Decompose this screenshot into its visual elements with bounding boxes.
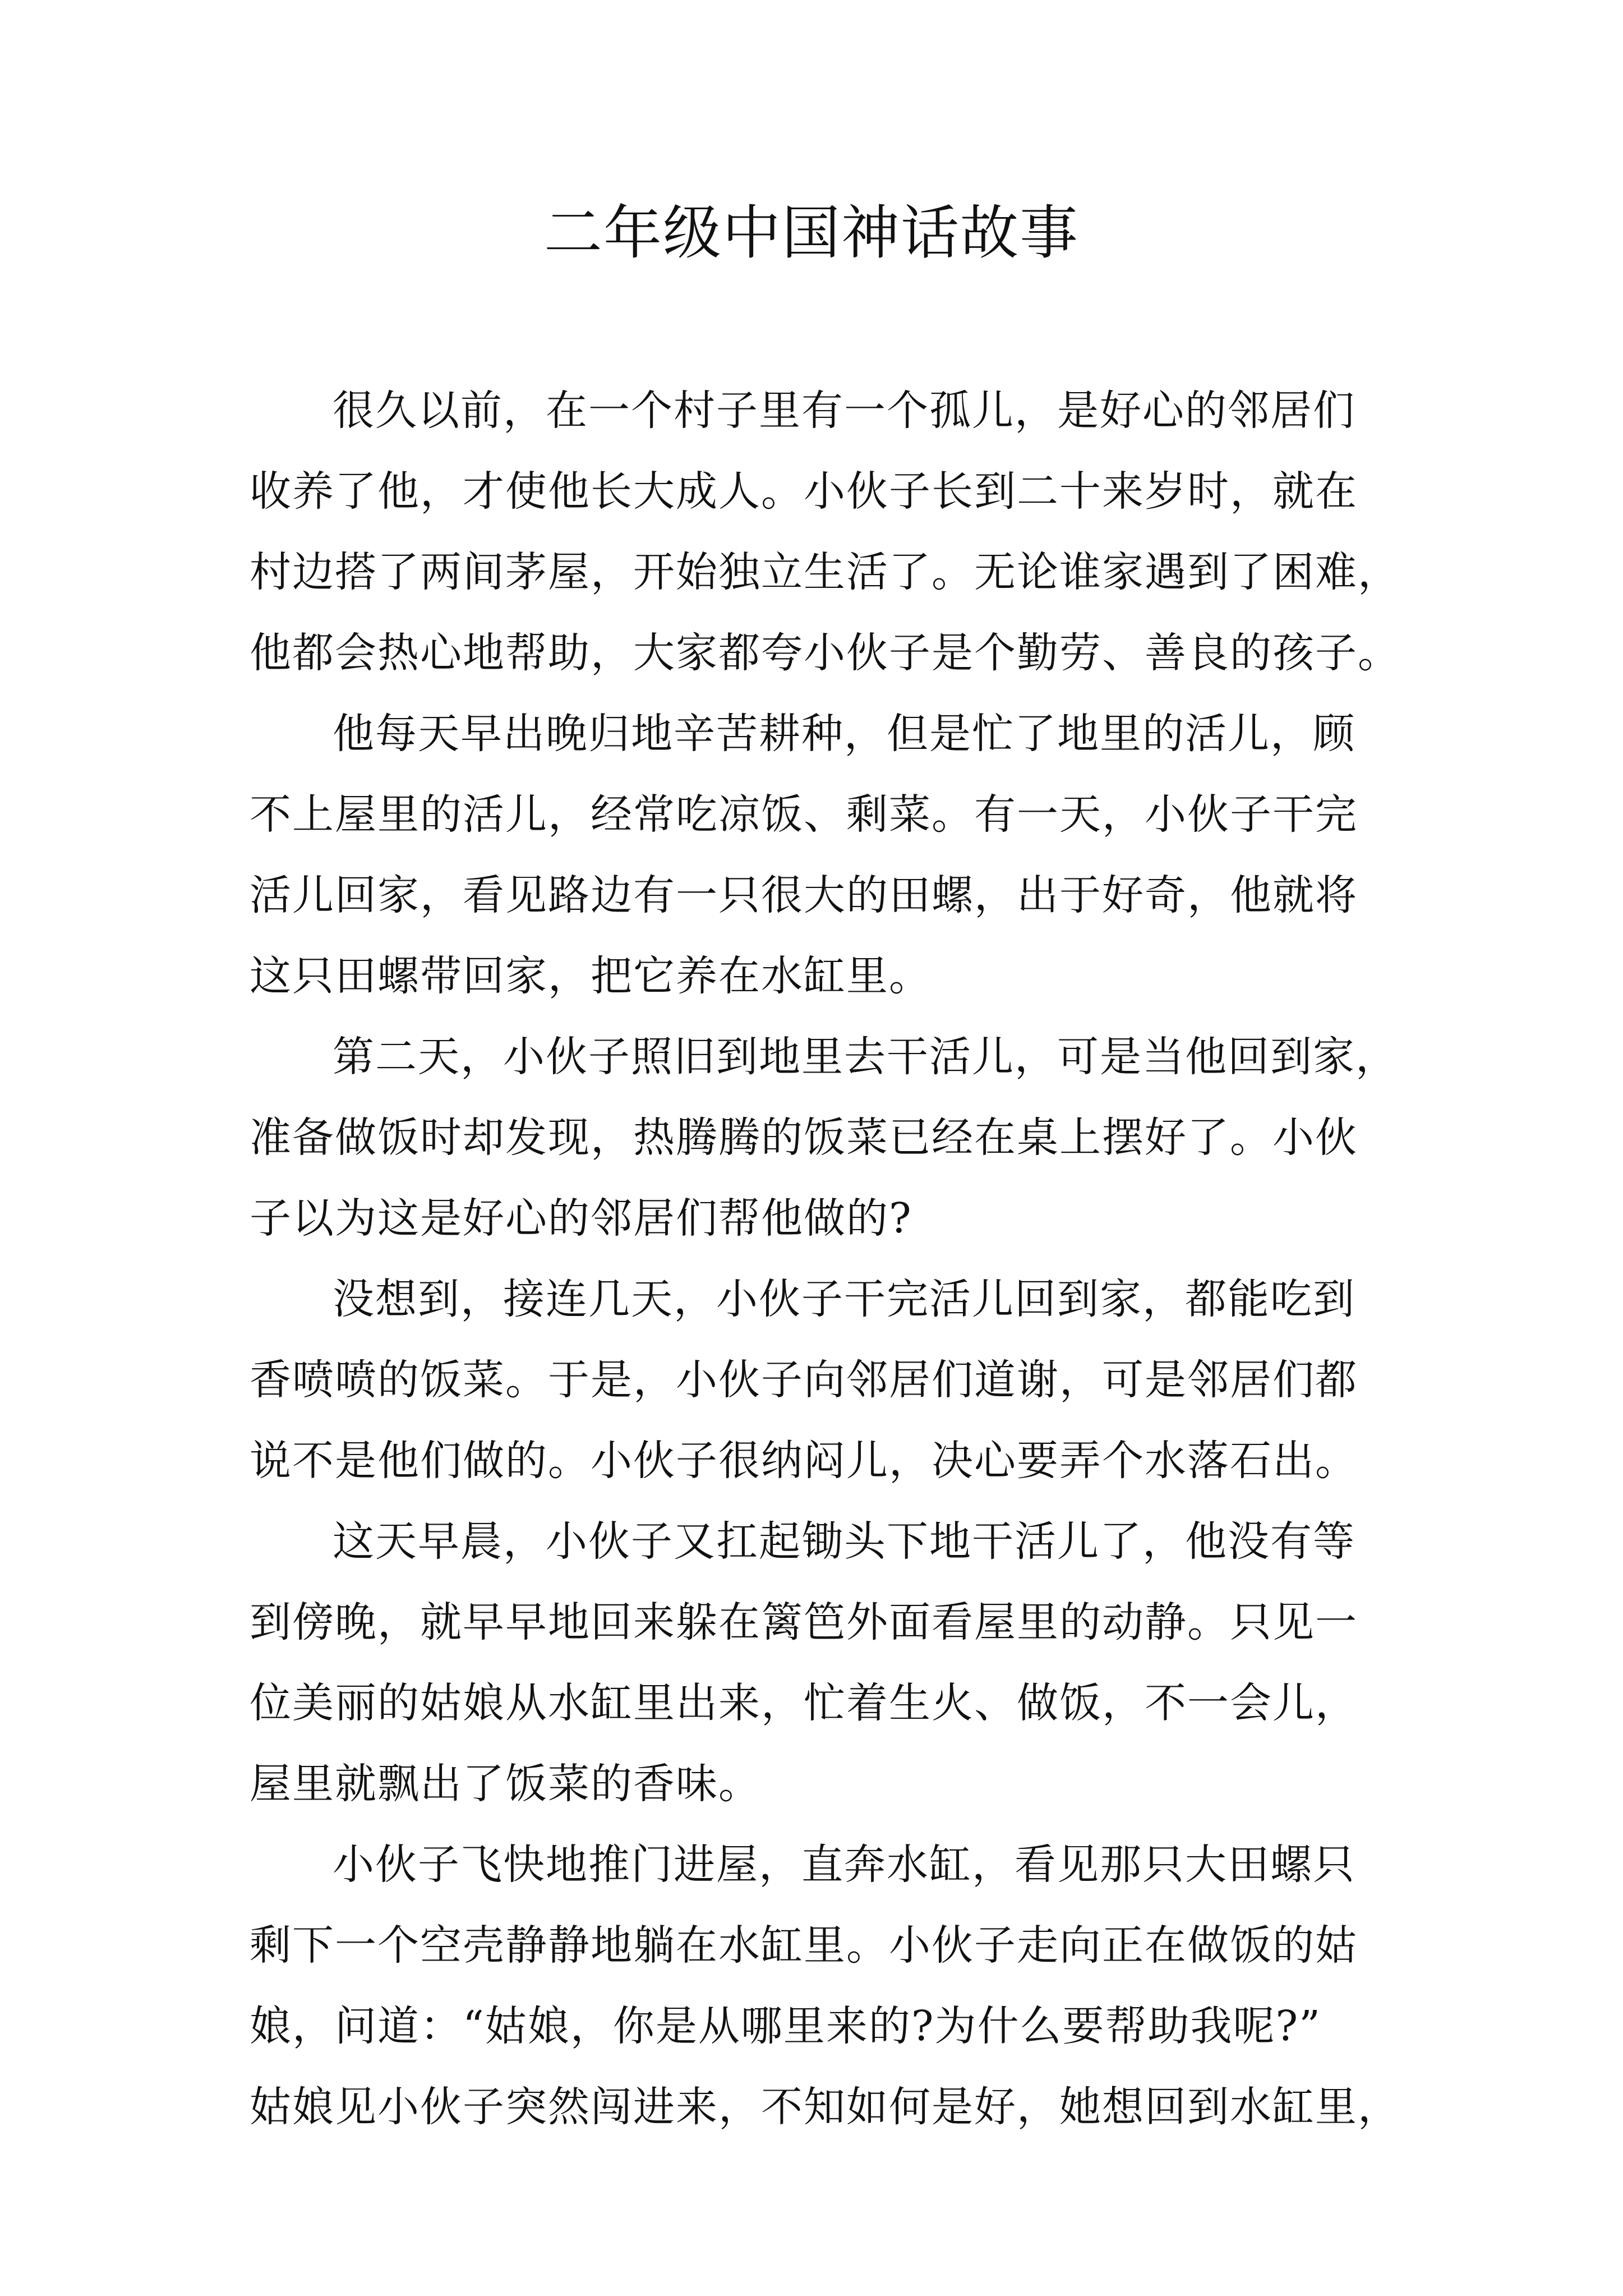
paragraph-1 xyxy=(250,370,1400,693)
paragraph-5 xyxy=(250,1501,1394,1824)
paragraph-2 xyxy=(250,693,1394,1016)
text-line: 子以为这是好心的邻居们帮他做的? xyxy=(250,1194,912,1243)
text-line: 屋里就飘出了饭菜的香味。 xyxy=(250,1760,761,1808)
text-line: 他都会热心地帮助，大家都夸小伙子是个勤劳、善良的孩子。 xyxy=(250,629,1400,677)
paragraph-4 xyxy=(250,1259,1394,1501)
text-line: 小伙子飞快地推门进屋，直奔水缸，看见那只大田螺只 xyxy=(333,1841,1355,1889)
document-title: 二年级中国神话故事 xyxy=(543,199,1079,267)
text-line: 剩下一个空壳静静地躺在水缸里。小伙子走向正在做饭的姑 xyxy=(250,1921,1358,1970)
text-line: 村边搭了两间茅屋，开始独立生活了。无论谁家遇到了困难， xyxy=(250,548,1400,596)
text-line: 没想到，接连几天，小伙子干完活儿回到家，都能吃到 xyxy=(333,1275,1355,1323)
text-line: 这天早晨，小伙子又扛起锄头下地干活儿了，他没有等 xyxy=(333,1517,1355,1566)
paragraph-3 xyxy=(250,1016,1398,1259)
text-line: 第二天，小伙子照旧到地里去干活儿，可是当他回到家， xyxy=(333,1033,1398,1081)
text-line: 到傍晚，就早早地回来躲在篱笆外面看屋里的动静。只见一 xyxy=(250,1598,1358,1646)
paragraph-6 xyxy=(250,1824,1400,2147)
text-line: 香喷喷的饭菜。于是，小伙子向邻居们道谢，可是邻居们都 xyxy=(250,1356,1358,1404)
document-body xyxy=(250,370,1400,2147)
text-line: 位美丽的姑娘从水缸里出来，忙着生火、做饭，不一会儿， xyxy=(250,1679,1358,1727)
text-line: 准备做饭时却发现，热腾腾的饭菜已经在桌上摆好了。小伙 xyxy=(250,1114,1358,1162)
text-line: 活儿回家，看见路边有一只很大的田螺，出于好奇，他就将 xyxy=(250,871,1358,919)
text-line: 收养了他，才使他长大成人。小伙子长到二十来岁时，就在 xyxy=(250,467,1358,516)
text-line: 说不是他们做的。小伙子很纳闷儿，决心要弄个水落石出。 xyxy=(250,1437,1358,1485)
text-line: 这只田螺带回家，把它养在水缸里。 xyxy=(250,952,932,1000)
text-line: 不上屋里的活儿，经常吃凉饭、剩菜。有一天，小伙子干完 xyxy=(250,790,1358,839)
text-line: 他每天早出晚归地辛苦耕种，但是忙了地里的活儿，顾 xyxy=(333,710,1355,758)
text-line: 娘，问道：“姑娘，你是从哪里来的?为什么要帮助我呢?” xyxy=(250,2002,1322,2050)
text-line: 姑娘见小伙子突然闯进来，不知如何是好，她想回到水缸里， xyxy=(250,2083,1400,2131)
text-line: 很久以前，在一个村子里有一个孤儿，是好心的邻居们 xyxy=(333,386,1355,435)
